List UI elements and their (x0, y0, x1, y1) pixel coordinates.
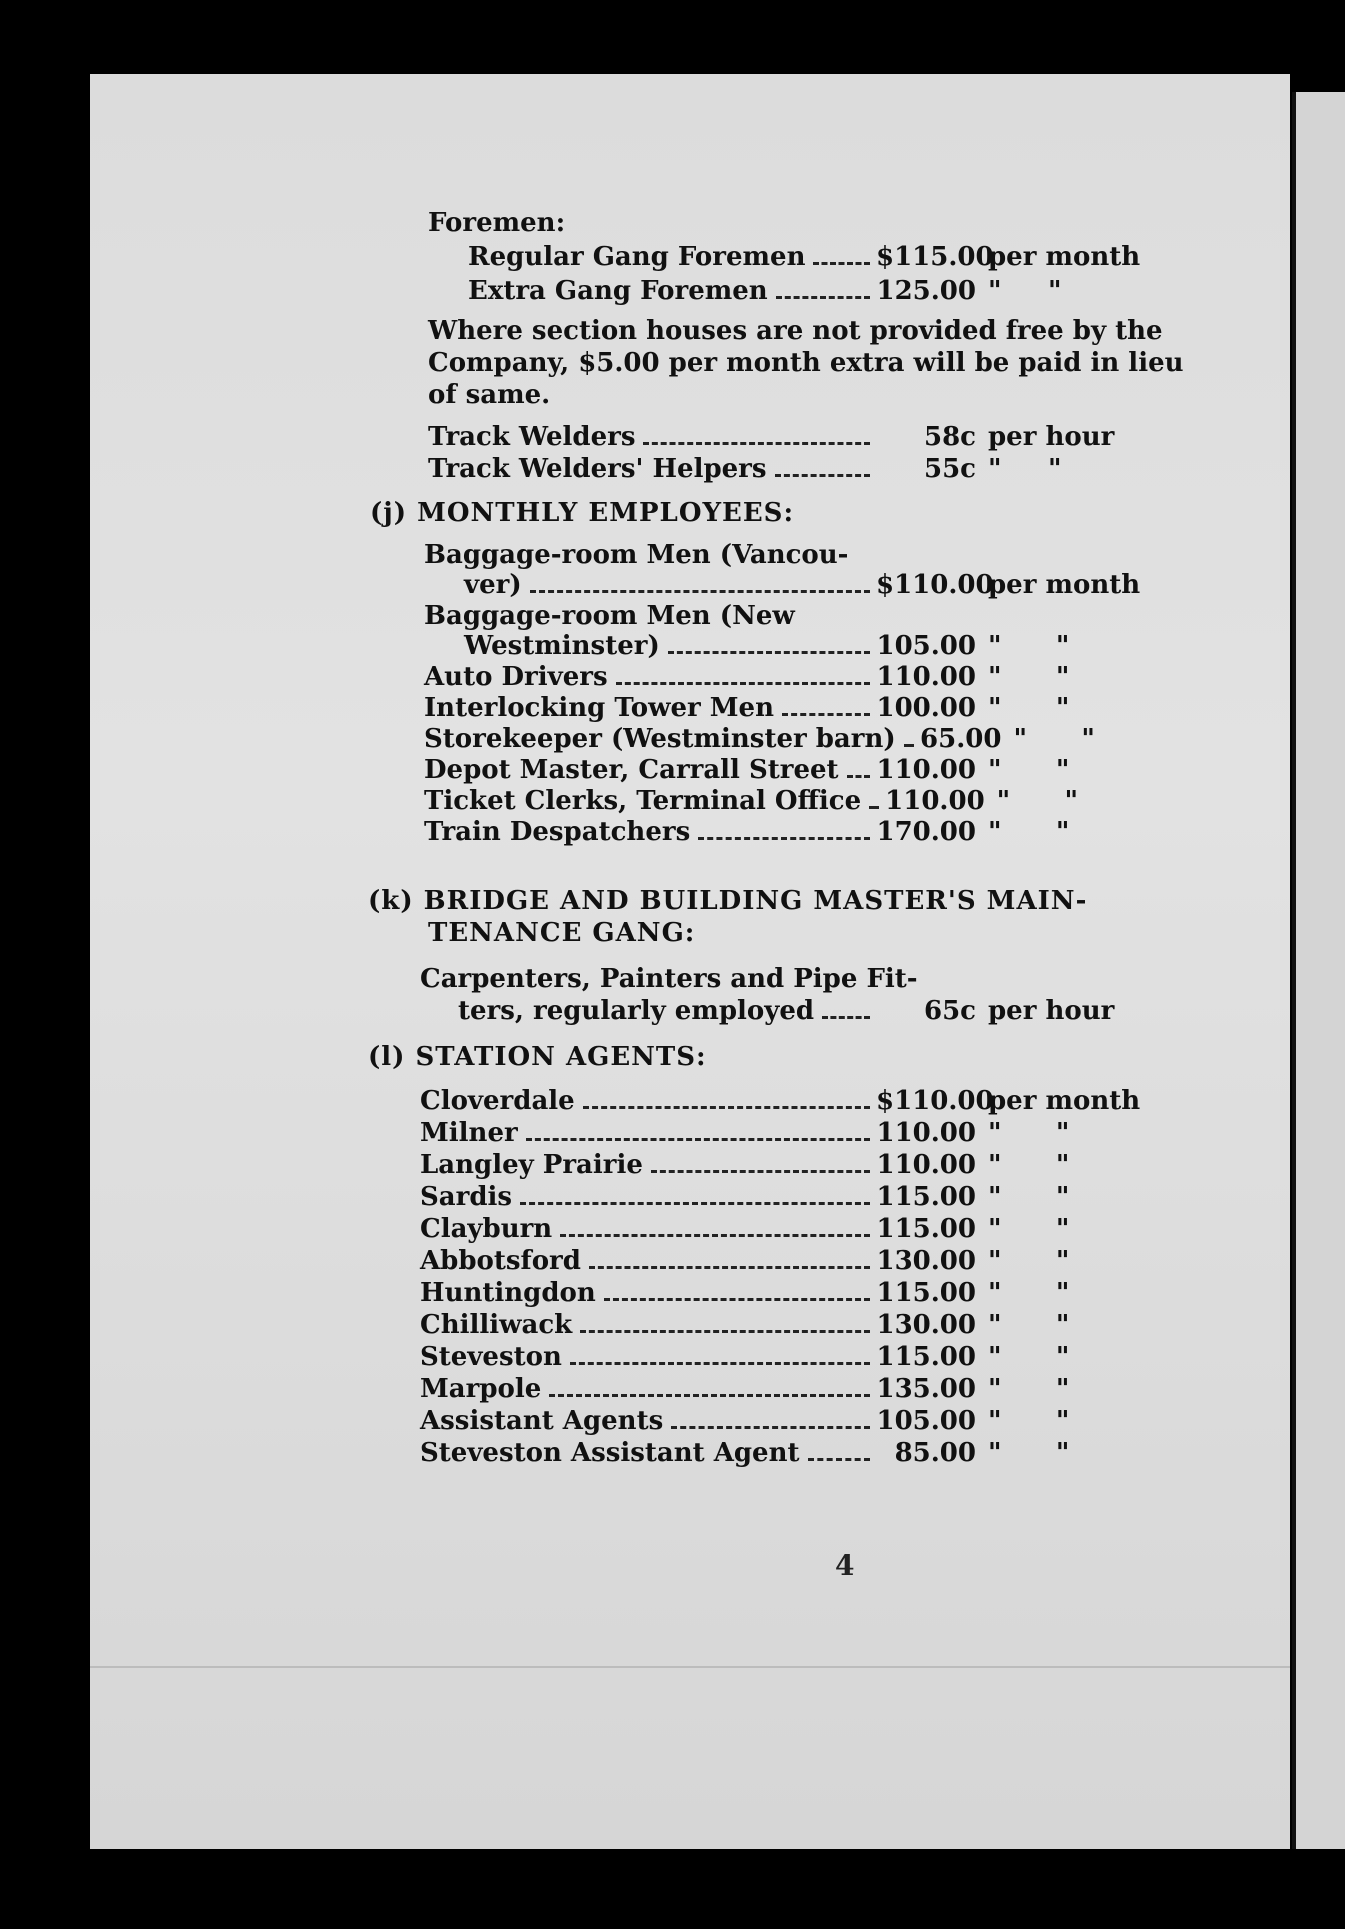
rate-row (420, 1278, 1128, 1308)
ditto-marks: " " (988, 693, 1070, 723)
rate-label: Steveston (420, 1342, 562, 1372)
ditto-marks: " " (988, 1310, 1070, 1340)
page-number: 4 (835, 1549, 855, 1582)
ditto-marks: " " (988, 1342, 1070, 1372)
rate-amount: 110.00 (885, 786, 985, 816)
rate-unit: per month (988, 242, 1141, 272)
rate-unit: per hour (988, 422, 1115, 452)
rate-label: Ticket Clerks, Terminal Office (424, 786, 862, 816)
rate-row (420, 1406, 1128, 1436)
rate-label-line-1: Baggage-room Men (New (424, 601, 795, 631)
bridge-building-heading-line-2: TENANCE GANG: (428, 918, 696, 948)
ditto-marks: " " (988, 1246, 1070, 1276)
rate-amount: 110.00 (876, 755, 976, 785)
rate-amount: 115.00 (876, 1342, 976, 1372)
ditto-marks: " " (988, 1374, 1070, 1404)
foremen-heading: Foremen: (428, 208, 566, 238)
rate-amount: 110.00 (876, 662, 976, 692)
dot-leader (822, 1016, 870, 1019)
dot-leader (668, 651, 870, 654)
rate-row (420, 1214, 1128, 1244)
rate-amount: 130.00 (876, 1310, 976, 1340)
rate-label: Milner (420, 1118, 518, 1148)
rate-row (424, 817, 1128, 847)
rate-amount: 125.00 (876, 276, 976, 306)
section-house-note-line-2: Company, $5.00 per month extra will be paid in lieu (428, 348, 1184, 378)
section-house-note-line-3: of same. (428, 380, 551, 410)
rate-label: Extra Gang Foremen (468, 276, 768, 306)
dot-leader (808, 1458, 870, 1461)
rate-unit: per month (988, 570, 1141, 600)
rate-row (464, 631, 1128, 661)
rate-label: Clayburn (420, 1214, 553, 1244)
track-welders-row (428, 422, 1128, 452)
dot-leader (616, 682, 870, 685)
rate-label: Sardis (420, 1182, 513, 1212)
monthly-employees-heading: (j) MONTHLY EMPLOYEES: (370, 498, 795, 528)
rate-amount: $110.00 (876, 1086, 994, 1116)
rate-amount: 115.00 (876, 1214, 976, 1244)
dot-leader (530, 590, 870, 593)
dot-leader (520, 1202, 870, 1205)
dot-leader (651, 1170, 870, 1173)
rate-amount: 110.00 (876, 1118, 976, 1148)
dot-leader (570, 1362, 870, 1365)
rate-amount: 115.00 (876, 1182, 976, 1212)
rate-row (420, 1118, 1128, 1148)
rate-row (420, 1310, 1128, 1340)
rate-label: Track Welders' Helpers (428, 454, 767, 484)
ditto-marks: " " (988, 1150, 1070, 1180)
rate-label: Auto Drivers (424, 662, 608, 692)
dot-leader (671, 1426, 870, 1429)
rate-row (424, 693, 1128, 723)
carpenters-line-1: Carpenters, Painters and Pipe Fit- (420, 964, 918, 994)
extra-gang-foremen-row (468, 276, 1128, 306)
rate-amount: 105.00 (876, 631, 976, 661)
rate-amount: $110.00 (876, 570, 994, 600)
rate-label: Langley Prairie (420, 1150, 643, 1180)
rate-label: Storekeeper (Westminster barn) (424, 724, 896, 754)
ditto-marks: " " (988, 662, 1070, 692)
section-house-note-line-1: Where section houses are not provided free by the (428, 316, 1163, 346)
dot-leader (776, 296, 870, 299)
ditto-marks: " " (988, 1118, 1070, 1148)
rate-unit: per hour (988, 996, 1115, 1026)
rate-label: Steveston Assistant Agent (420, 1438, 800, 1468)
dot-leader (869, 806, 879, 809)
rate-label: Huntingdon (420, 1278, 596, 1308)
rate-amount: 115.00 (876, 1278, 976, 1308)
rate-label: Track Welders (428, 422, 636, 452)
dot-leader (782, 713, 870, 716)
dot-leader (580, 1330, 870, 1333)
rate-label: Cloverdale (420, 1086, 575, 1116)
rate-row (420, 1342, 1128, 1372)
rate-amount: $115.00 (876, 242, 994, 272)
rate-label: Train Despatchers (424, 817, 691, 847)
rate-amount: 170.00 (876, 817, 976, 847)
rate-row (424, 786, 1128, 816)
rate-amount: 85.00 (894, 1438, 976, 1468)
ditto-marks: " " (988, 1182, 1070, 1212)
ditto-marks: " " (996, 786, 1079, 816)
rate-unit: per month (988, 1086, 1141, 1116)
dot-leader (643, 442, 870, 445)
dot-leader (560, 1234, 870, 1237)
ditto-marks: " " (988, 631, 1070, 661)
rate-label: ters, regularly employed (458, 996, 815, 1026)
rate-amount: 110.00 (876, 1150, 976, 1180)
rate-row (420, 1438, 1128, 1468)
dot-leader (549, 1394, 870, 1397)
rate-row (420, 1182, 1128, 1212)
rate-amount: 55c (923, 454, 976, 484)
ditto-marks: " " (1013, 724, 1095, 754)
dot-leader (904, 744, 914, 747)
dot-leader (698, 837, 870, 840)
rate-amount: 130.00 (876, 1246, 976, 1276)
ditto-marks: " " (988, 1438, 1070, 1468)
dot-leader (813, 262, 870, 265)
dot-leader (847, 775, 870, 778)
rate-row (420, 1150, 1128, 1180)
rate-row (424, 755, 1128, 785)
bridge-building-heading-line-1: (k) BRIDGE AND BUILDING MASTER'S MAIN- (368, 886, 1088, 916)
rate-row (420, 1374, 1128, 1404)
rate-label: Westminster) (464, 631, 660, 661)
rate-row (420, 1246, 1128, 1276)
facing-page-edge (1292, 92, 1345, 1849)
carpenters-row (458, 996, 1128, 1026)
ditto-marks: " " (988, 276, 1062, 306)
rate-row (464, 570, 1141, 600)
rate-amount: 105.00 (876, 1406, 976, 1436)
rate-amount: 135.00 (876, 1374, 976, 1404)
rate-label: ver) (464, 570, 522, 600)
ditto-marks: " " (988, 755, 1070, 785)
station-agents-heading: (l) STATION AGENTS: (368, 1042, 707, 1072)
rate-label: Assistant Agents (420, 1406, 664, 1436)
rate-label: Marpole (420, 1374, 542, 1404)
ditto-marks: " " (988, 1406, 1070, 1436)
track-welders-helpers-row (428, 454, 1128, 484)
ditto-marks: " " (988, 1214, 1070, 1244)
rate-label: Chilliwack (420, 1310, 573, 1340)
ditto-marks: " " (988, 454, 1062, 484)
rate-amount: 65.00 (920, 724, 1002, 754)
dot-leader (775, 474, 870, 477)
rate-label: Regular Gang Foremen (468, 242, 806, 272)
rate-amount: 58c (923, 422, 976, 452)
rate-row (424, 662, 1128, 692)
dot-leader (604, 1298, 870, 1301)
rate-label: Depot Master, Carrall Street (424, 755, 839, 785)
ditto-marks: " " (988, 817, 1070, 847)
rate-row (420, 1086, 1141, 1116)
rate-amount: 65c (923, 996, 976, 1026)
ditto-marks: " " (988, 1278, 1070, 1308)
regular-gang-foremen-row (468, 242, 1141, 272)
rate-row (424, 724, 1128, 754)
dot-leader (589, 1266, 870, 1269)
dot-leader (583, 1106, 870, 1109)
rate-label-line-1: Baggage-room Men (Vancou- (424, 540, 849, 570)
rate-label: Abbotsford (420, 1246, 581, 1276)
dot-leader (526, 1138, 870, 1141)
rate-label: Interlocking Tower Men (424, 693, 774, 723)
rate-amount: 100.00 (876, 693, 976, 723)
